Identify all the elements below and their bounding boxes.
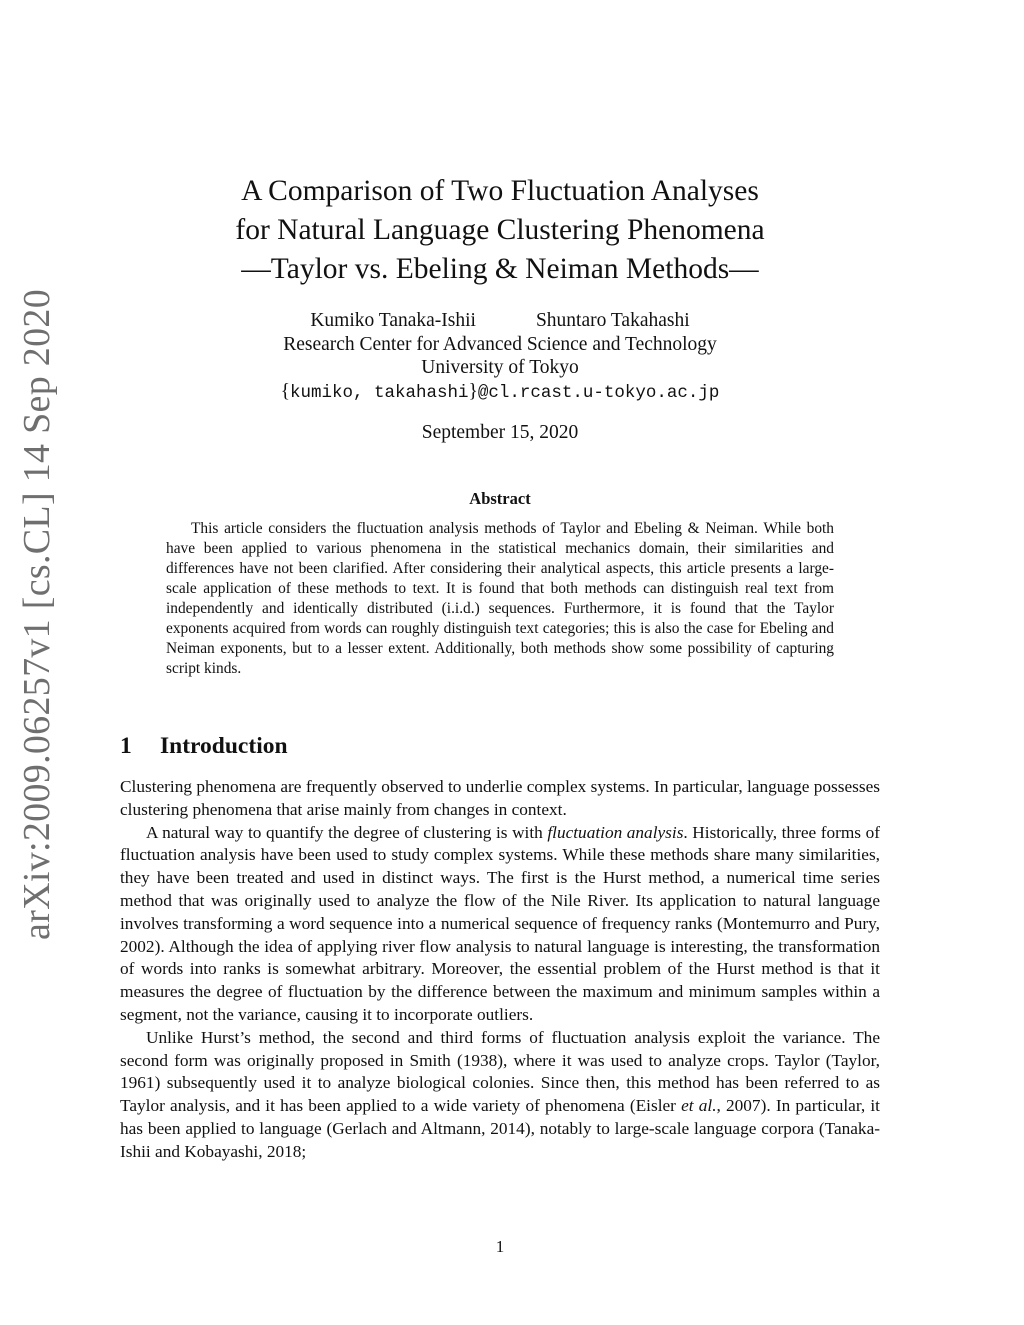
paragraph-3-emphasis: et al. xyxy=(681,1096,717,1116)
email-brace-close: } xyxy=(468,380,478,402)
paragraph-3 xyxy=(120,1027,880,1164)
paragraph-2 xyxy=(120,822,880,1027)
affiliation-line-2: University of Tokyo xyxy=(421,357,579,378)
paragraph-2-emphasis: fluctuation analysis xyxy=(547,822,684,842)
email-users: kumiko, takahashi xyxy=(289,382,469,403)
paragraph-2-text-b: . Historically, three forms of fluctuation analysis have been used to study complex systems. While these methods share many similarities, they have been treated and used in distinct ways. The first is the Hurst method, a numerical time series method that was originally used to analyze the flow of the Nile River. Its application to natural language involves transforming a word sequence into a numerical sequence of frequency ranks (Montemurro and Pury, 2002). Although the idea of applying river flow analysis to natural language is interesting, the transformation of words into ranks is somewhat arbitrary. Moreover, the essential problem of the Hurst method is that it measures the degree of fluctuation by the difference between the maximum and minimum samples within a segment, not the variance, causing it to incorporate outliers. xyxy=(120,822,880,1024)
paragraph-2-text-a: A natural way to quantify the degree of clustering is with xyxy=(146,822,548,842)
page-number: 1 xyxy=(495,1237,505,1256)
paper-title xyxy=(120,172,880,289)
title-line-3: —Taylor vs. Ebeling & Neiman Methods— xyxy=(241,253,759,285)
author-names xyxy=(120,309,880,333)
arxiv-identifier-stamp: arXiv:2009.06257v1 [cs.CL] 14 Sep 2020 xyxy=(16,289,58,940)
abstract-heading: Abstract xyxy=(469,489,531,508)
author-block xyxy=(120,309,880,405)
paragraph-3-text-a: Unlike Hurst’s method, the second and third forms of fluctuation analysis exploit the variance. The second form was originally proposed in Smith (1938), where it was used to analyze crops. Taylor (Taylor, 1961) subsequently used it to analyze biological colonies. Since then, this method has been referred to as Taylor analysis, and it has been applied to a wide variety of phenomena (Eisler xyxy=(120,1027,880,1116)
publication-date: September 15, 2020 xyxy=(421,422,579,443)
section-title: Introduction xyxy=(160,733,288,759)
introduction-body xyxy=(120,776,880,1164)
section-number: 1 xyxy=(120,733,132,759)
abstract-text: This article considers the fluctuation analysis methods of Taylor and Ebeling & Neiman. While both have been applied to various phenomena in the statistical mechanics domain, their similarities and differences have not been clarified. After considering their analytical aspects, this article presents a large-scale application of these methods to text. It is found that both methods can distinguish real text from independently and identically distributed (i.i.d.) sequences. Furthermore, it is found that the Taylor exponents acquired from words can roughly distinguish text categories; this is also the case for Ebeling and Neiman exponents, but to a lesser extent. Additionally, both methods show some possibility of capturing script kinds. xyxy=(166,520,834,678)
title-line-2: for Natural Language Clustering Phenomena xyxy=(235,214,765,246)
author-name-2: Shuntaro Takahashi xyxy=(535,310,690,331)
affiliation-line-1: Research Center for Advanced Science and Technology xyxy=(283,333,717,355)
email-domain: @cl.rcast.u-tokyo.ac.jp xyxy=(477,382,720,403)
paragraph-1: Clustering phenomena are frequently observed to underlie complex systems. In particular, language possesses clustering phenomena that arise mainly from changes in context. xyxy=(120,777,880,819)
section-heading-introduction xyxy=(120,731,288,761)
email-brace-open: { xyxy=(280,380,290,402)
author-email xyxy=(120,380,880,406)
title-line-1: A Comparison of Two Fluctuation Analyses xyxy=(241,175,759,207)
author-name-1: Kumiko Tanaka-Ishii xyxy=(310,310,476,331)
paragraph-3-text-b: , 2007). In particular, it has been applied to language (Gerlach and Altmann, 2014), notably to large-scale language corpora (Tanaka-Ishii and Kobayashi, 2018; xyxy=(120,1096,880,1161)
